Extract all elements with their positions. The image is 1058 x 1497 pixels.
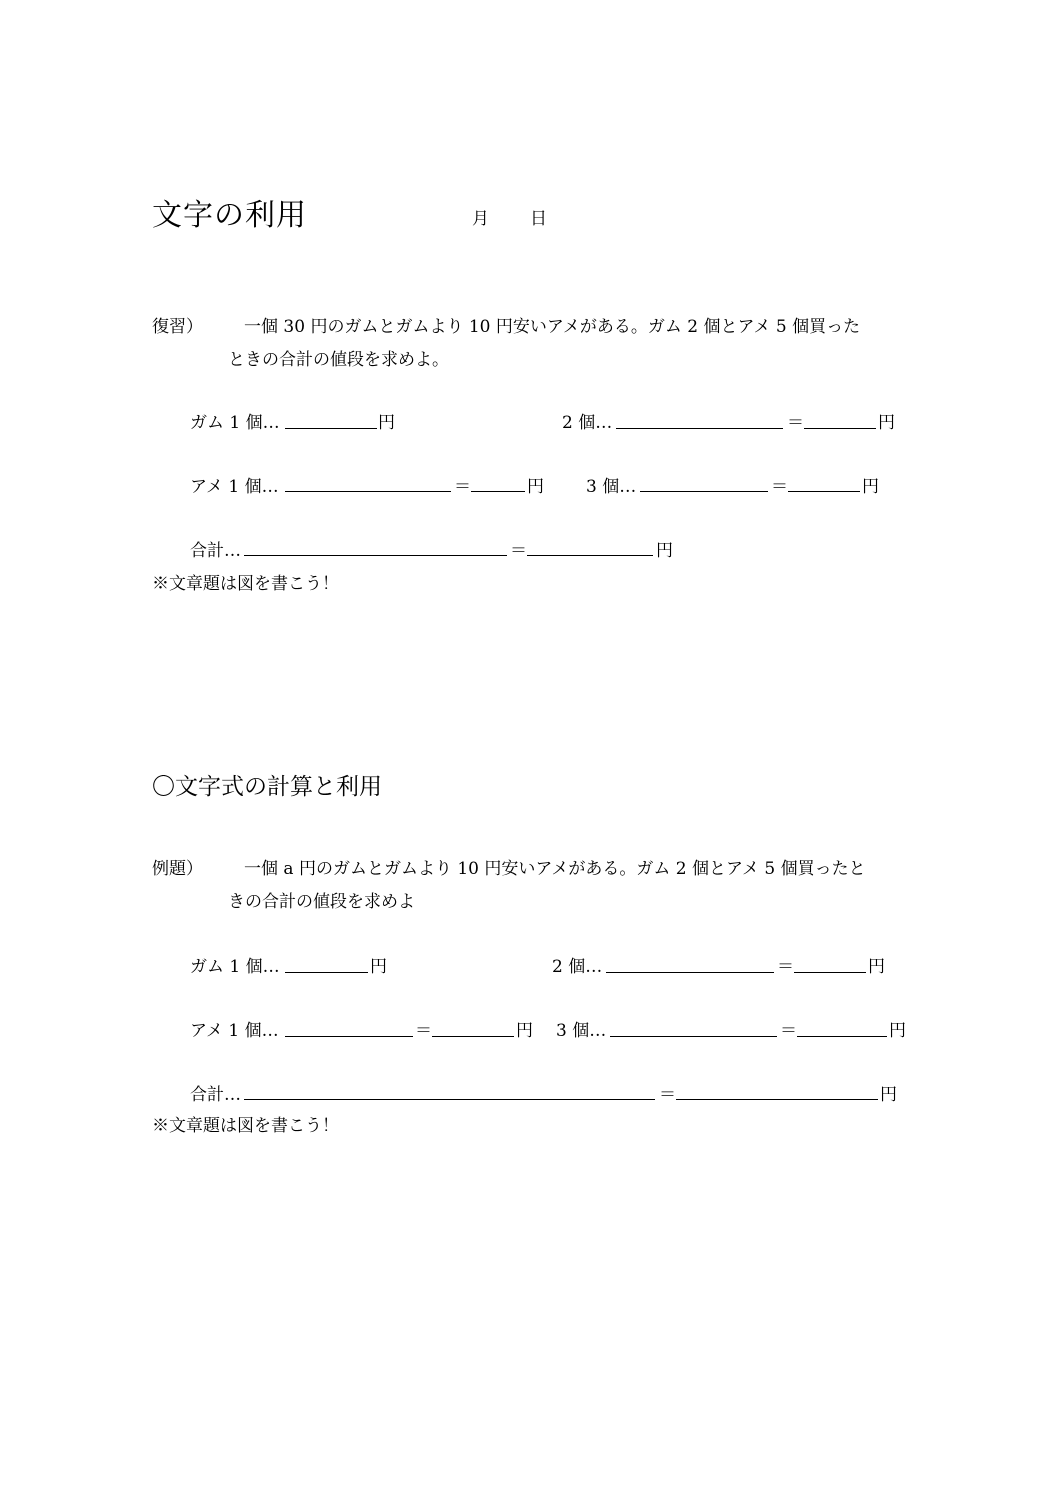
example-three-label: 3 個… [556, 1021, 607, 1041]
review-yen-label: 円 [878, 413, 895, 433]
page-title: 文字の利用 [152, 198, 307, 233]
example-yen-label: 円 [889, 1021, 906, 1041]
example-yen-label: 円 [868, 957, 885, 977]
review-gum-one-label: ガム 1 個… [190, 413, 280, 433]
example-ame-one-answer-blank[interactable] [432, 1036, 514, 1037]
review-ame-one-answer-blank[interactable] [471, 491, 525, 492]
example-question-line2: きの合計の値段を求めよ [228, 892, 415, 912]
review-three-expression-blank[interactable] [640, 491, 768, 492]
review-equals: ＝ [510, 541, 527, 561]
example-two-label: 2 個… [552, 957, 603, 977]
example-yen-label: 円 [370, 957, 387, 977]
example-gum-one-blank[interactable] [285, 972, 368, 973]
example-equals: ＝ [777, 957, 794, 977]
example-yen-label: 円 [516, 1021, 533, 1041]
review-ame-one-label: アメ 1 個… [190, 477, 279, 497]
review-ame-one-expression-blank[interactable] [285, 491, 451, 492]
review-two-answer-blank[interactable] [804, 428, 876, 429]
review-yen-label: 円 [378, 413, 395, 433]
review-yen-label: 円 [527, 477, 544, 497]
review-question-line1: 一個 30 円のガムとガムより 10 円安いアメがある。ガム 2 個とアメ 5 個買った [244, 317, 861, 337]
example-note: ※文章題は図を書こう！ [152, 1116, 339, 1136]
example-equals: ＝ [780, 1021, 797, 1041]
example-label: 例題） [152, 859, 203, 879]
review-equals: ＝ [771, 477, 788, 497]
example-equals: ＝ [659, 1085, 676, 1105]
example-three-expression-blank[interactable] [610, 1036, 777, 1037]
example-ame-one-label: アメ 1 個… [190, 1021, 279, 1041]
section-heading: 〇文字式の計算と利用 [152, 774, 382, 800]
review-total-label: 合計… [190, 541, 241, 561]
review-two-expression-blank[interactable] [616, 428, 783, 429]
example-two-answer-blank[interactable] [794, 972, 866, 973]
review-two-label: 2 個… [562, 413, 613, 433]
example-total-answer-blank[interactable] [676, 1099, 878, 1100]
review-label: 復習） [152, 317, 203, 337]
review-total-expression-blank[interactable] [244, 555, 507, 556]
example-three-answer-blank[interactable] [797, 1036, 887, 1037]
review-yen-label: 円 [862, 477, 879, 497]
example-question-line1: 一個 a 円のガムとガムより 10 円安いアメがある。ガム 2 個とアメ 5 個買ったと [244, 859, 866, 879]
review-total-answer-blank[interactable] [527, 555, 653, 556]
review-yen-label: 円 [656, 541, 673, 561]
review-equals: ＝ [787, 413, 804, 433]
example-gum-one-label: ガム 1 個… [190, 957, 280, 977]
review-equals: ＝ [454, 477, 471, 497]
example-total-expression-blank[interactable] [244, 1099, 655, 1100]
example-yen-label: 円 [880, 1085, 897, 1105]
review-question-line2: ときの合計の値段を求めよ。 [228, 350, 449, 370]
example-two-expression-blank[interactable] [606, 972, 774, 973]
review-note: ※文章題は図を書こう！ [152, 574, 339, 594]
review-gum-one-blank[interactable] [285, 428, 377, 429]
example-equals: ＝ [415, 1021, 432, 1041]
month-label: 月 [472, 209, 489, 229]
example-ame-one-expression-blank[interactable] [285, 1036, 413, 1037]
example-total-label: 合計… [190, 1085, 241, 1105]
review-three-label: 3 個… [586, 477, 637, 497]
review-three-answer-blank[interactable] [788, 491, 860, 492]
day-label: 日 [530, 209, 547, 229]
